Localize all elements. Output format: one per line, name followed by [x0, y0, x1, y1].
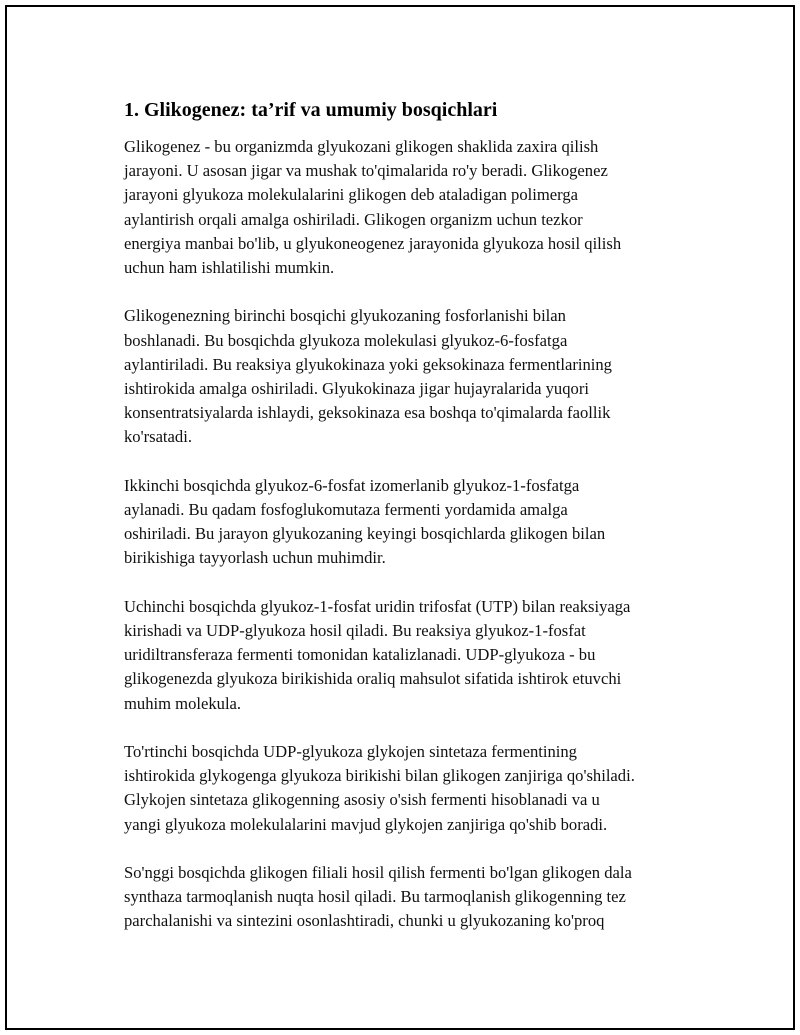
text-line: ko'rsatadi. — [124, 427, 192, 447]
text-line: ishtirokida glykogenga glyukoza birikishi bilan glikogen zanjiriga qo'shiladi. — [124, 766, 635, 786]
document-body — [119, 97, 704, 958]
paragraph-stage-2 — [124, 474, 704, 571]
text-line: aylanadi. Bu qadam fosfoglukomutaza fermenti yordamida amalga — [124, 500, 568, 520]
text-line: uridiltransferaza fermenti tomonidan katalizlanadi. UDP-glyukoza - bu — [124, 645, 596, 665]
text-line: jarayoni glyukoza molekulalarini glikogen deb ataladigan polimerga — [124, 185, 579, 205]
text-line: aylantirish orqali amalga oshiriladi. Glikogen organizm uchun tezkor — [124, 209, 583, 229]
text-line: glikogenezda glyukoza birikishida oraliq mahsulot sifatida ishtirok etuvchi — [124, 669, 622, 689]
text-line: jarayoni. U asosan jigar va mushak to'qimalarida ro'y beradi. Glikogenez — [124, 161, 608, 181]
text-line: synthaza tarmoqlanish nuqta hosil qiladi. Bu tarmoqlanish glikogenning tez — [124, 887, 626, 907]
text-line: uchun ham ishlatilishi mumkin. — [124, 258, 335, 278]
text-line: Uchinchi bosqichda glyukoz-1-fosfat uridin trifosfat (UTP) bilan reaksiyaga — [124, 596, 631, 616]
text-line: kirishadi va UDP-glyukoza hosil qiladi. Bu reaksiya glyukoz-1-fosfat — [124, 621, 586, 641]
text-line: boshlanadi. Bu bosqichda glyukoza molekulasi glyukoz-6-fosfatga — [124, 330, 568, 350]
paragraph-definition — [124, 135, 704, 280]
text-line: yangi glyukoza molekulalarini mavjud glykojen zanjiriga qo'shib boradi. — [124, 814, 608, 834]
paragraph-stage-1 — [124, 304, 704, 449]
text-line: energiya manbai bo'lib, u glyukoneogenez jarayonida glyukoza hosil qilish — [124, 233, 622, 253]
section-heading: 1. Glikogenez: ta’rif va umumiy bosqichlari — [124, 99, 498, 121]
text-line: To'rtinchi bosqichda UDP-glyukoza glykojen sintetaza fermentining — [124, 742, 577, 762]
text-line: parchalanishi va sintezini osonlashtiradi, chunki u glyukozaning ko'proq — [124, 911, 605, 931]
paragraph-final-stage — [124, 861, 704, 934]
paragraph-stage-4 — [124, 740, 704, 837]
page-frame — [5, 5, 795, 1030]
text-line: ishtirokida amalga oshiriladi. Glyukokinaza jigar hujayralarida yuqori — [124, 379, 589, 399]
text-line: muhim molekula. — [124, 693, 242, 713]
text-line: Ikkinchi bosqichda glyukoz-6-fosfat izomerlanib glyukoz-1-fosfatga — [124, 475, 580, 495]
text-line: Glykojen sintetaza glikogenning asosiy o'sish fermenti hisoblanadi va u — [124, 790, 600, 810]
text-line: birikishiga tayyorlash uchun muhimdir. — [124, 548, 386, 568]
text-line: oshiriladi. Bu jarayon glyukozaning keyingi bosqichlarda glikogen bilan — [124, 524, 606, 544]
text-line: So'nggi bosqichda glikogen filiali hosil qilish fermenti bo'lgan glikogen dala — [124, 863, 632, 883]
text-line: konsentratsiyalarda ishlaydi, geksokinaza esa boshqa to'qimalarda faollik — [124, 403, 611, 423]
text-line: Glikogenez - bu organizmda glyukozani glikogen shaklida zaxira qilish — [124, 137, 599, 156]
text-line: aylantiriladi. Bu reaksiya glyukokinaza yoki geksokinaza fermentlarining — [124, 354, 612, 374]
text-line: Glikogenezning birinchi bosqichi glyukozaning fosforlanishi bilan — [124, 306, 566, 326]
paragraph-stage-3 — [124, 595, 704, 716]
